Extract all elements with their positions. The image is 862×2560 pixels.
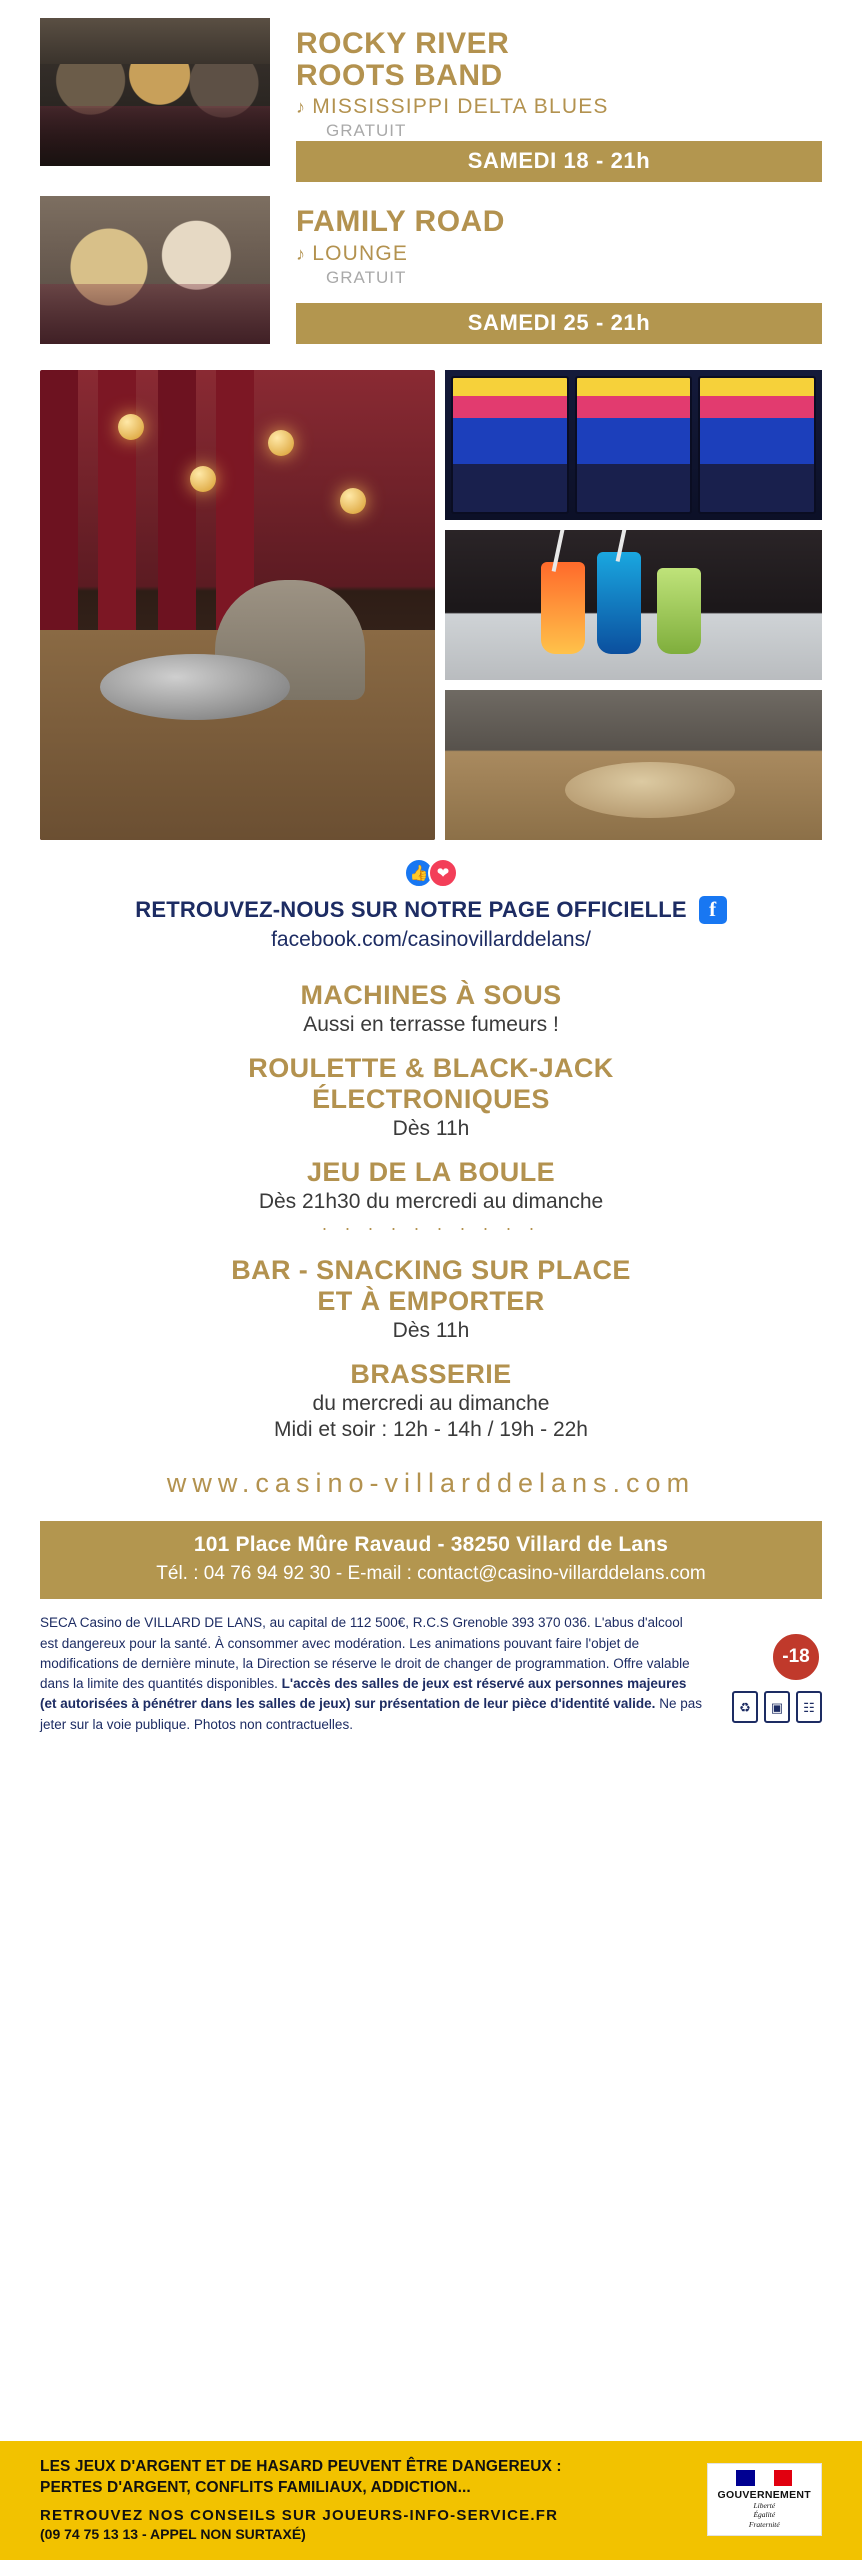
gov-motto-3: Fraternité <box>748 2519 780 2529</box>
legal-notice <box>40 1613 822 1735</box>
warning-line-2: PERTES D'ARGENT, CONFLITS FAMILIAUX, ADDICTION... <box>40 2479 471 2497</box>
offer-subtitle: Aussi en terrasse fumeurs ! <box>303 1013 559 1037</box>
french-flag-icon <box>736 2470 792 2486</box>
no-minors-icon: -18 <box>770 1631 822 1683</box>
legal-badges <box>732 1631 822 1723</box>
offer-item <box>0 1053 862 1141</box>
events-section <box>0 0 862 344</box>
offer-item <box>0 1157 862 1239</box>
event-info <box>270 18 822 182</box>
government-logo <box>707 2463 822 2536</box>
social-headline-row <box>0 896 862 924</box>
legal-text-bold: L'accès des salles de jeux est réservé aux personnes majeures (et autorisées à pénétrer dans les salles de jeux) sur présentation de leur pièce d'identité valide. <box>40 1676 687 1712</box>
event-date-bar: SAMEDI 25 - 21h <box>296 303 822 344</box>
event-info <box>270 196 822 344</box>
event-price: GRATUIT <box>326 121 407 140</box>
social-headline: RETROUVEZ-NOUS SUR NOTRE PAGE OFFICIELLE <box>135 897 687 922</box>
offer-title-line1: BAR - SNACKING SUR PLACE <box>231 1255 631 1286</box>
social-section <box>0 858 862 952</box>
id-card-icon: ▣ <box>764 1691 790 1723</box>
offer-title-line2: ET À EMPORTER <box>317 1286 545 1317</box>
offer-item <box>0 980 862 1037</box>
warning-line-3: RETROUVEZ NOS CONSEILS SUR JOUEURS-INFO-SERVICE.FR <box>40 2507 559 2524</box>
facebook-url[interactable]: facebook.com/casinovillarddelans/ <box>271 928 591 951</box>
like-icon: 👍 <box>404 858 434 888</box>
government-warning-footer <box>0 2441 862 2560</box>
slot-machine-icon: ☷ <box>796 1691 822 1723</box>
offer-item <box>0 1359 862 1442</box>
address-bar <box>40 1521 822 1599</box>
website-url[interactable]: www.casino-villarddelans.com <box>166 1468 696 1499</box>
offer-subtitle-2: Midi et soir : 12h - 14h / 19h - 22h <box>273 1418 588 1442</box>
legal-text-plain: SECA Casino de VILLARD DE LANS, au capital de 112 500€, R.C.S Grenoble 393 370 036. L'abus d'alcool est dangereux pour la santé. À consommer avec modération. Les animations pouvant faire l'objet de modifications de dernière minute, la Direction se réserve le droit de changer de programmation. Offre valable dans la limite des quantités disponibles. <box>40 1615 690 1692</box>
music-note-icon: ♪ <box>296 97 307 117</box>
warning-text <box>40 2457 562 2542</box>
offer-title: MACHINES À SOUS <box>300 980 562 1010</box>
cocktails-photo <box>445 530 822 680</box>
event-style <box>296 242 822 266</box>
contact-line[interactable]: Tél. : 04 76 94 92 30 - E-mail : contact@casino-villarddelans.com <box>156 1563 706 1585</box>
slot-machines-photo <box>445 370 822 520</box>
offer-item <box>0 1255 862 1343</box>
offer-subtitle: Dès 11h <box>392 1319 470 1343</box>
warning-line-1: LES JEUX D'ARGENT ET DE HASARD PEUVENT ÊTRE DANGEREUX : <box>40 2458 562 2476</box>
offer-title <box>0 1053 862 1115</box>
gov-motto-2: Égalité <box>753 2510 776 2520</box>
legal-text-end: Ne pas jeter sur la voie publique. Photos non contractuelles. <box>40 1696 702 1732</box>
offer-title <box>0 1255 862 1317</box>
offers-section <box>0 980 862 1442</box>
offer-title-line1: ROULETTE & BLACK-JACK <box>248 1053 614 1084</box>
event-title <box>296 28 822 91</box>
warning-line-4: (09 74 75 13 13 - APPEL NON SURTAXÉ) <box>40 2526 306 2542</box>
address-line: 101 Place Mûre Ravaud - 38250 Villard de Lans <box>193 1533 669 1557</box>
self-exclusion-icon: ♻ <box>732 1691 758 1723</box>
offer-subtitle: Dès 21h30 du mercredi au dimanche <box>258 1190 604 1214</box>
offer-title: BRASSERIE <box>350 1359 512 1390</box>
music-note-icon: ♪ <box>296 243 307 264</box>
event-title <box>296 206 822 238</box>
gallery-right-column <box>445 370 822 840</box>
offer-subtitle: Dès 11h <box>392 1117 470 1141</box>
divider-dots: · · · · · · · · · · <box>321 1218 541 1239</box>
event-title-line2: ROOTS BAND <box>296 58 503 92</box>
gov-motto-1: Liberté <box>753 2501 776 2511</box>
offer-title: JEU DE LA BOULE <box>306 1157 556 1188</box>
event-style <box>296 95 822 119</box>
offer-title-line2: ÉLECTRONIQUES <box>312 1084 550 1115</box>
reaction-badges <box>0 858 862 888</box>
event-photo <box>40 196 270 344</box>
badge-row <box>732 1691 822 1723</box>
event-card <box>40 18 822 182</box>
offer-subtitle: du mercredi au dimanche <box>312 1392 550 1416</box>
event-date-bar: SAMEDI 18 - 21h <box>296 141 822 182</box>
event-style-label: MISSISSIPPI DELTA BLUES <box>312 95 609 118</box>
event-card <box>40 196 822 344</box>
event-style-label: LOUNGE <box>312 241 409 265</box>
event-photo <box>40 18 270 166</box>
photo-gallery <box>0 358 862 840</box>
event-price: GRATUIT <box>326 267 407 287</box>
event-title-line1: FAMILY ROAD <box>296 205 505 238</box>
lounge-photo <box>40 370 435 840</box>
brasserie-photo <box>445 690 822 840</box>
facebook-icon[interactable]: f <box>699 896 727 924</box>
gov-name: GOUVERNEMENT <box>717 2489 811 2502</box>
love-icon: ❤ <box>428 858 458 888</box>
event-title-line1: ROCKY RIVER <box>296 27 510 60</box>
